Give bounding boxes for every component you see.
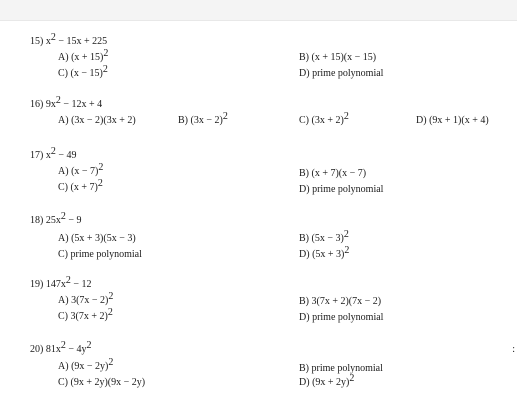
- exponent: 2: [65, 275, 71, 286]
- choice-c[interactable]: [58, 377, 145, 389]
- choice-text: (3x + 2): [311, 115, 344, 126]
- exponent: 2: [98, 162, 104, 173]
- choice-text: prime polynomial: [312, 184, 384, 195]
- choice-text: (x − 15): [70, 68, 103, 79]
- exponent: 2: [103, 48, 109, 59]
- choice-letter: C): [58, 249, 68, 260]
- choice-letter: A): [58, 361, 69, 372]
- question-term: − 12x + 4: [60, 99, 103, 110]
- exponent: 2: [343, 111, 349, 122]
- exponent: 2: [222, 111, 228, 122]
- choice-letter: C): [299, 115, 309, 126]
- choice-a[interactable]: [58, 48, 109, 64]
- choice-text: (3x − 2)(3x + 2): [71, 115, 136, 126]
- choice-b[interactable]: [299, 363, 383, 375]
- question-text: [30, 32, 108, 48]
- choice-letter: C): [58, 311, 68, 322]
- exponent: 2: [344, 245, 350, 256]
- choice-letter: A): [58, 115, 69, 126]
- choice-letter: C): [58, 68, 68, 79]
- exponent: 2: [86, 340, 92, 351]
- question-term: 25x: [45, 215, 61, 226]
- choice-letter: B): [299, 363, 309, 374]
- choice-b[interactable]: [299, 229, 349, 245]
- exponent: 2: [107, 307, 113, 318]
- question-text: [30, 340, 92, 356]
- choice-letter: A): [58, 52, 69, 63]
- choice-b[interactable]: [299, 52, 376, 64]
- exponent: 2: [349, 373, 355, 384]
- question-number: 20): [30, 344, 44, 355]
- choice-text: (9x − 2y): [71, 361, 109, 372]
- question-term: − 49: [55, 150, 77, 161]
- choice-text: (9x + 2y)(9x − 2y): [70, 377, 146, 388]
- exponent: 2: [50, 32, 56, 43]
- choice-c[interactable]: [299, 111, 349, 127]
- exponent: 2: [108, 291, 114, 302]
- choice-letter: A): [58, 166, 69, 177]
- choice-text: 3(7x + 2): [70, 311, 108, 322]
- choice-text: (x + 15)(x − 15): [311, 52, 377, 63]
- choice-letter: D): [299, 377, 310, 388]
- choice-letter: B): [299, 233, 309, 244]
- choice-b[interactable]: [178, 111, 228, 127]
- choice-d[interactable]: [299, 245, 350, 261]
- choice-text: 3(7x + 2)(7x − 2): [311, 296, 382, 307]
- question-term: − 9: [65, 215, 82, 226]
- choice-b[interactable]: [299, 296, 381, 308]
- choice-text: prime polynomial: [312, 312, 384, 323]
- choice-b[interactable]: [299, 168, 366, 180]
- choice-d[interactable]: [299, 312, 383, 324]
- choice-c[interactable]: [58, 178, 103, 194]
- choice-letter: D): [299, 68, 310, 79]
- choice-d[interactable]: [416, 115, 489, 127]
- exponent: 2: [60, 340, 66, 351]
- choice-text: (5x − 3): [311, 233, 344, 244]
- choice-letter: D): [299, 312, 310, 323]
- exponent: 2: [97, 178, 103, 189]
- choice-a[interactable]: [58, 357, 114, 373]
- choice-d[interactable]: [299, 373, 355, 389]
- question-term: − 4y: [65, 344, 87, 355]
- edge-mark: :: [512, 344, 515, 355]
- choice-text: (9x + 1)(x + 4): [429, 115, 489, 126]
- exponent: 2: [108, 357, 114, 368]
- question-number: 16): [30, 99, 44, 110]
- question-term: x: [45, 36, 51, 47]
- question-number: 18): [30, 215, 44, 226]
- question-term: x: [45, 150, 51, 161]
- choice-letter: D): [299, 184, 310, 195]
- choice-text: (x − 7): [71, 166, 99, 177]
- choice-a[interactable]: [58, 115, 136, 127]
- question-number: 15): [30, 36, 44, 47]
- exponent: 2: [60, 211, 66, 222]
- choice-letter: C): [58, 377, 68, 388]
- choice-text: (9x + 2y): [312, 377, 350, 388]
- choice-text: (x + 15): [71, 52, 104, 63]
- question-term: 9x: [45, 99, 56, 110]
- choice-text: 3(7x − 2): [71, 295, 109, 306]
- choice-text: (3x − 2): [190, 115, 223, 126]
- question-term: 81x: [45, 344, 61, 355]
- choice-c[interactable]: [58, 307, 113, 323]
- question-term: − 12: [70, 279, 92, 290]
- choice-c[interactable]: [58, 64, 108, 80]
- choice-letter: B): [299, 52, 309, 63]
- top-band: [0, 0, 517, 21]
- choice-letter: D): [299, 249, 310, 260]
- exponent: 2: [102, 64, 108, 75]
- question-text: [30, 95, 103, 111]
- choice-d[interactable]: [299, 184, 383, 196]
- exponent: 2: [55, 95, 61, 106]
- choice-d[interactable]: [299, 68, 383, 80]
- question-text: [30, 275, 92, 291]
- choice-a[interactable]: [58, 233, 136, 245]
- question-text: [30, 146, 77, 162]
- choice-text: prime polynomial: [70, 249, 142, 260]
- choice-letter: D): [416, 115, 427, 126]
- choice-letter: A): [58, 233, 69, 244]
- choice-c[interactable]: [58, 249, 142, 261]
- exponent: 2: [50, 146, 56, 157]
- choice-a[interactable]: [58, 162, 104, 178]
- choice-letter: B): [299, 296, 309, 307]
- question-text: [30, 211, 82, 227]
- choice-text: (5x + 3)(5x − 3): [71, 233, 136, 244]
- choice-a[interactable]: [58, 291, 114, 307]
- question-number: 17): [30, 150, 44, 161]
- choice-letter: B): [178, 115, 188, 126]
- choice-text: (x + 7)(x − 7): [311, 168, 367, 179]
- question-term: 147x: [45, 279, 66, 290]
- choice-text: prime polynomial: [311, 363, 383, 374]
- choice-text: (5x + 3): [312, 249, 345, 260]
- question-term: − 15x + 225: [55, 36, 108, 47]
- choice-letter: B): [299, 168, 309, 179]
- question-number: 19): [30, 279, 44, 290]
- choice-text: (x + 7): [70, 182, 98, 193]
- choice-letter: C): [58, 182, 68, 193]
- choice-letter: A): [58, 295, 69, 306]
- exponent: 2: [343, 229, 349, 240]
- choice-text: prime polynomial: [312, 68, 384, 79]
